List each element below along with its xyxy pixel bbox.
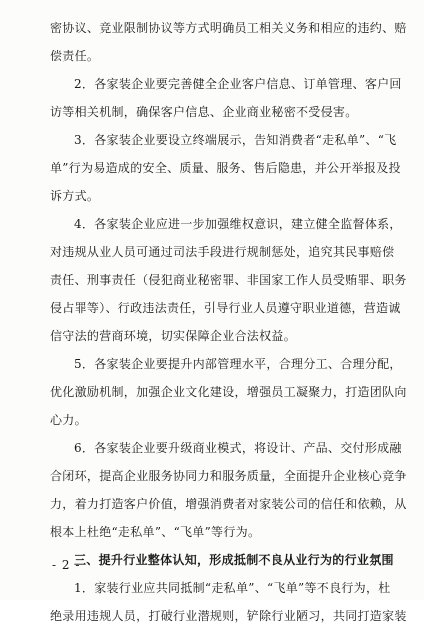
text-line: 1．家装行业应共同抵制“走私单”、“飞单”等不良行为，杜 <box>74 581 391 595</box>
text-line: 心力。 <box>50 413 87 427</box>
heading-line: 三、提升行业整体认知，形成抵制不良从业行为的行业氛围 <box>74 553 394 567</box>
paragraph-item-4 <box>50 210 407 350</box>
text-line: 偿责任。 <box>50 49 100 63</box>
paragraph-item-6 <box>50 434 407 546</box>
text-line: 根本上杜绝“走私单”、“飞单”等行为。 <box>50 525 261 539</box>
paragraph-section-3-item-1 <box>50 574 407 630</box>
text-line: 对违规从业人员可通过司法手段进行规制惩处，追究其民事赔偿 <box>50 245 395 259</box>
text-line: 诉方式。 <box>50 189 100 203</box>
text-line: 4．各家装企业应进一步加强维权意识，建立健全监督体系， <box>74 217 402 231</box>
document-body <box>50 14 407 630</box>
text-line: 优化激励机制，加强企业文化建设，增强员工凝聚力，打造团队向 <box>50 385 407 399</box>
text-line: 密协议、竞业限制协议等方式明确员工相关义务和相应的违约、赔 <box>50 21 407 35</box>
text-line: 5．各家装企业要提升内部管理水平，合理分工、合理分配， <box>74 357 402 371</box>
paragraph-item-5 <box>50 350 407 434</box>
text-line: 6．各家装企业要升级商业模式，将设计、产品、交付形成融 <box>74 441 402 455</box>
text-line: 合闭环，提高企业服务协同力和服务质量，全面提升企业核心竞争 <box>50 469 407 483</box>
paragraph-item-2 <box>50 70 402 126</box>
text-line: 2．各家装企业要完善健全企业客户信息、订单管理、客户回 <box>74 77 402 91</box>
text-line: 3．各家装企业要设立终端展示，告知消费者“走私单”、“飞 <box>74 133 397 147</box>
text-line: 信守法的营商环境，切实保障企业合法权益。 <box>50 329 297 343</box>
text-line: 访等相关机制，确保客户信息、企业商业秘密不受侵害。 <box>50 105 358 119</box>
text-line: 力，着力打造客户价值，增强消费者对家装公司的信任和依赖，从 <box>50 497 407 511</box>
text-line: 责任、刑事责任（侵犯商业秘密罪、非国家工作人员受贿罪、职务 <box>50 273 407 287</box>
section-heading <box>50 546 394 574</box>
page-number: - 2 - <box>52 558 81 572</box>
text-line: 单”行为易造成的安全、质量、服务、售后隐患，并公开举报及投 <box>50 161 401 175</box>
text-line: 绝录用违规人员，打破行业潜规则，铲除行业陋习，共同打造家装 <box>50 609 407 623</box>
text-line: 侵占罪等）、行政违法责任，引导行业人员遵守职业道德，营造诚 <box>50 301 401 315</box>
paragraph-continuation <box>50 14 407 70</box>
paragraph-item-3 <box>50 126 401 210</box>
